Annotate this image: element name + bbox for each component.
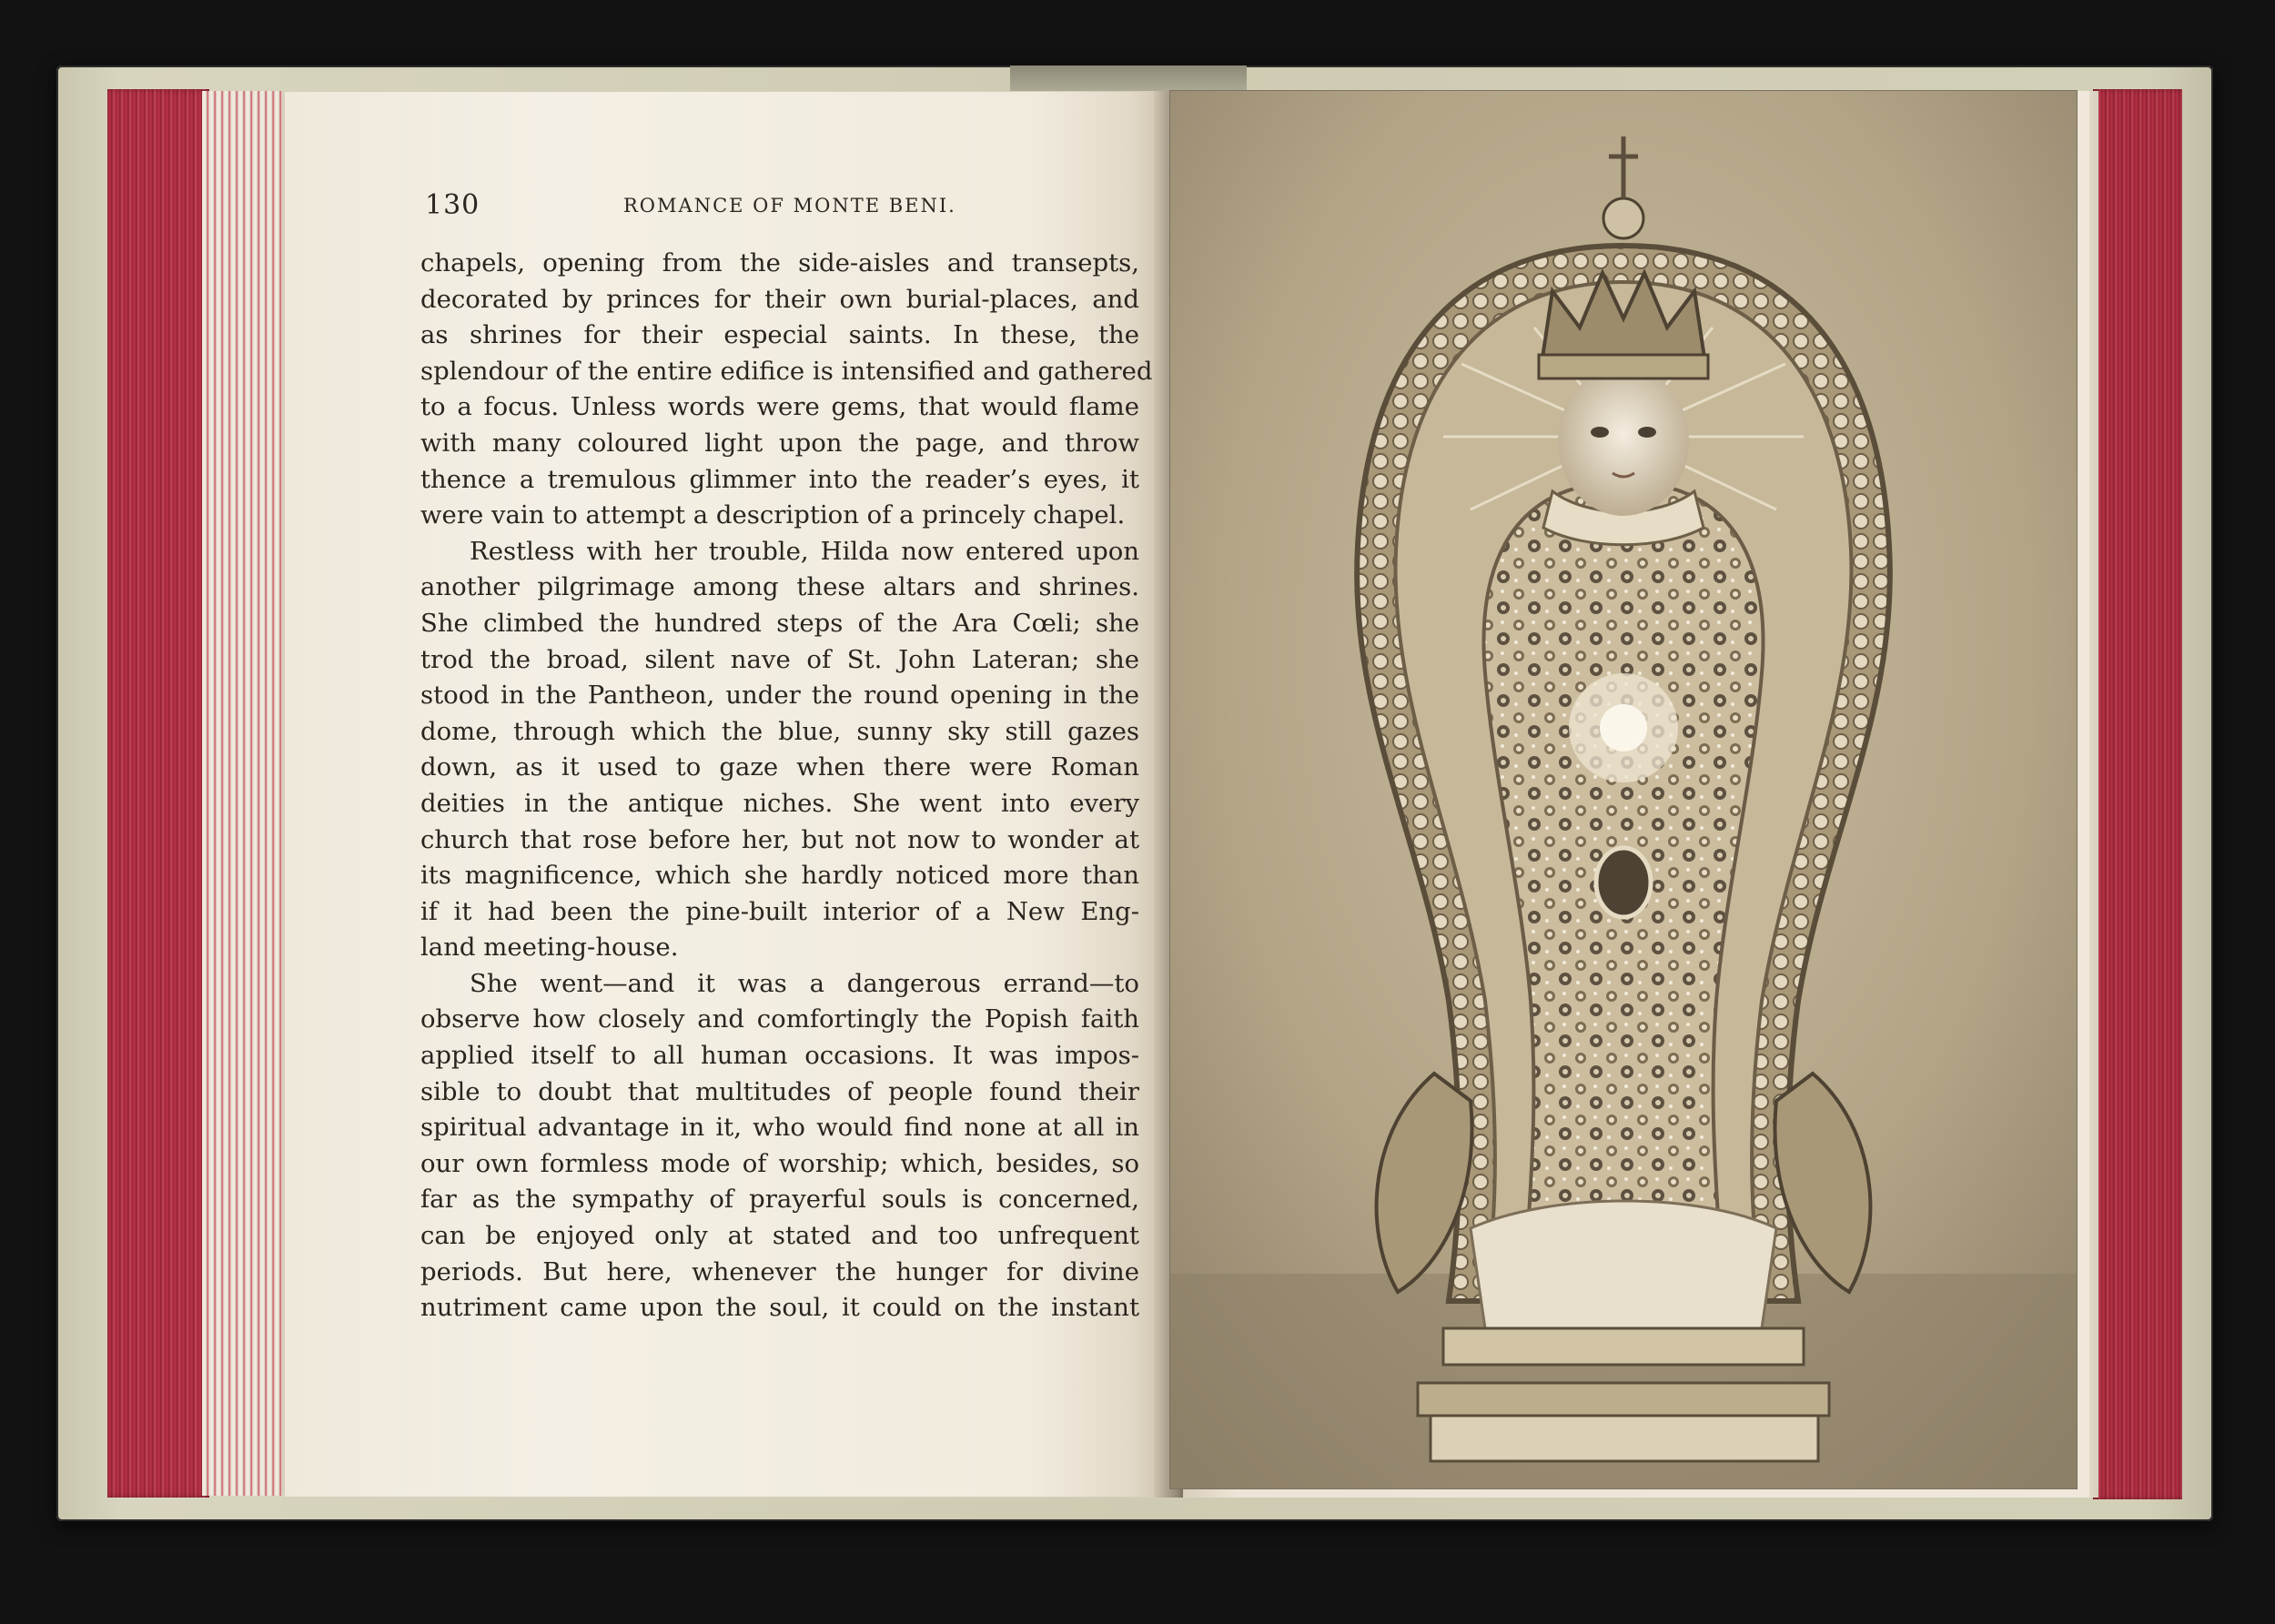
text-line: trod the broad, silent nave of St. John Lateran; she [420, 644, 1139, 674]
cushion [1471, 1201, 1776, 1328]
text-line: down, as it used to gaze when there were Roman [420, 752, 1139, 782]
pedestal-top [1443, 1328, 1804, 1365]
text-line: thence a tremulous glimmer into the reader’s eyes, it [420, 464, 1139, 494]
left-page [284, 91, 1165, 1498]
text-line: periods. But here, whenever the hunger for divine [420, 1256, 1139, 1286]
page-number: 130 [425, 189, 480, 221]
text-line: spiritual advantage in it, who would find none at all in [420, 1113, 1139, 1143]
text-line: if it had been the pine-built interior of a New Eng- [420, 896, 1139, 926]
text-line: far as the sympathy of prayerful souls is concerned, [420, 1185, 1139, 1215]
jewelled-infant-figure-photo [1170, 91, 2077, 1488]
text-line: its magnificence, which she hardly noticed more than [420, 861, 1139, 891]
text-line: our own formless mode of worship; which, besides, so [420, 1148, 1139, 1178]
text-line: sible to doubt that multitudes of people found their [420, 1076, 1139, 1106]
text-line: nutriment came upon the soul, it could on the instant [420, 1293, 1139, 1323]
infant-face [1558, 367, 1689, 516]
text-line: land meeting-house. [420, 933, 679, 963]
text-line: applied itself to all human occasions. It was impos- [420, 1041, 1139, 1071]
text-line: Restless with her trouble, Hilda now entered upon [470, 536, 1139, 566]
left-page-edges [107, 89, 209, 1498]
text-line: another pilgrimage among these altars and shrines. [420, 572, 1139, 602]
running-head [425, 189, 1135, 226]
text-line: She went—and it was a dangerous errand—to [470, 968, 1139, 998]
pedestal-mid [1418, 1383, 1829, 1416]
text-line: splendour of the entire edifice is intensified and gathered [420, 356, 1153, 386]
text-line: can be enjoyed only at stated and too unfrequent [420, 1221, 1139, 1251]
text-line: deities in the antique niches. She went into every [420, 788, 1139, 818]
text-line: stood in the Pantheon, under the round opening in the [420, 681, 1139, 711]
right-page-edges [2093, 89, 2182, 1499]
text-line: decorated by princes for their own burial-places, and [420, 284, 1139, 314]
text-line: were vain to attempt a description of a princely chapel. [420, 500, 1126, 530]
pedestal-base [1431, 1416, 1818, 1461]
text-line: with many coloured light upon the page, and throw [420, 428, 1139, 458]
text-line: She climbed the hundred steps of the Ara Cœli; she [420, 608, 1139, 638]
left-page-stack [202, 91, 282, 1496]
text-line: as shrines for their especial saints. In these, the [420, 320, 1139, 350]
text-line: to a focus. Unless words were gems, that would flame [420, 392, 1139, 422]
running-title: ROMANCE OF MONTE BENI. [623, 195, 956, 217]
text-line: church that rose before her, but not now to wonder at [420, 824, 1139, 854]
text-line: chapels, opening from the side-aisles and transepts, [420, 248, 1139, 277]
text-line: dome, through which the blue, sunny sky still gazes [420, 716, 1139, 746]
page-body-text [420, 246, 1153, 1326]
text-line: observe how closely and comfortingly the Popish faith [420, 1004, 1139, 1034]
